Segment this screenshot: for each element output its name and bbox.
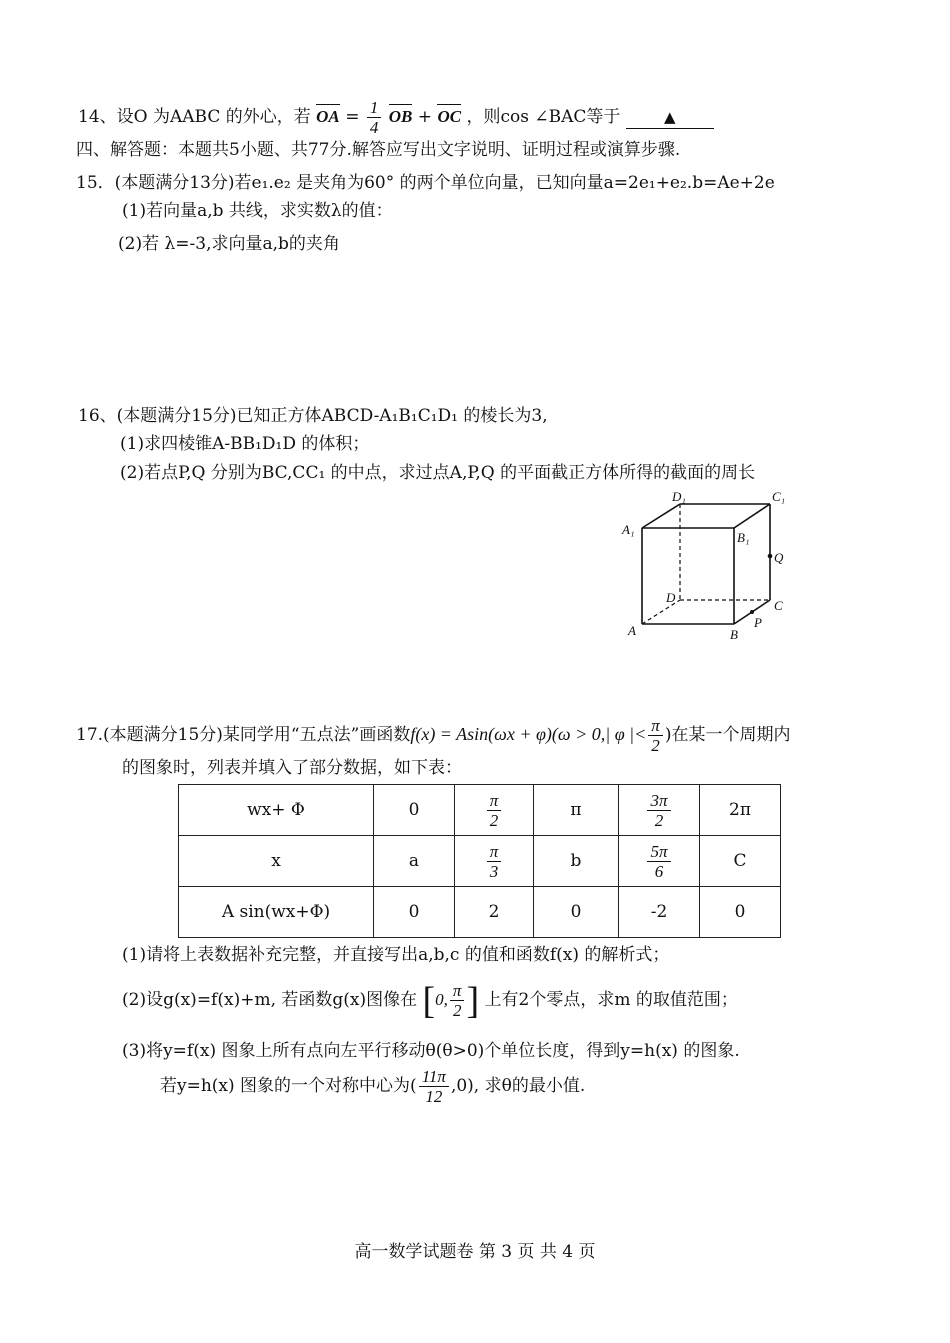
table-cell: 0 xyxy=(374,887,455,938)
vector-oa: OA xyxy=(316,107,340,126)
function-expression: f(x) = Asin(ωx + φ)(ω > 0,| φ |< xyxy=(410,724,647,744)
label-d: D xyxy=(666,590,676,605)
fraction-numerator: π xyxy=(648,716,663,736)
table-cell: a xyxy=(374,836,455,887)
fraction-11pi-over-12: $\frac{11\pi}{12}$ xyxy=(419,1067,449,1106)
q17-part2: (2)设g(x)=f(x)+m, 若函数g(x)图像在 [0, $\frac{\pi}{2}$ ] 上有2个零点，求m 的取值范围； xyxy=(122,979,738,1022)
q16-part2: (2)若点P,Q 分别为BC,CC₁ 的中点，求过点A,P,Q 的平面截正方体所得的截面的周长 xyxy=(120,463,756,483)
q17-part2-text: (2)设g(x)=f(x)+m, 若函数g(x)图像在 xyxy=(122,990,418,1010)
table-cell xyxy=(619,785,700,836)
table-cell: x xyxy=(179,836,374,887)
q17-header-end: )在某一个周期内 xyxy=(664,725,791,745)
table-cell: A sin(wx+Φ) xyxy=(179,887,374,938)
cube-figure xyxy=(620,490,790,642)
table-cell: 2 xyxy=(455,887,534,938)
page-footer: 高一数学试题卷 第 3 页 共 4 页 xyxy=(354,1242,596,1262)
table-cell xyxy=(619,836,700,887)
table-cell: 0 xyxy=(374,785,455,836)
table-cell: π xyxy=(534,785,619,836)
q17-header-text: 17.(本题满分15分)某同学用“五点法”画函数 xyxy=(76,725,411,745)
q17-line2: 的图象时，列表并填入了部分数据，如下表： xyxy=(122,758,462,778)
table-cell xyxy=(455,836,534,887)
table-cell: wx+ Φ xyxy=(179,785,374,836)
q16-header: 16、(本题满分15分)已知正方体ABCD-A₁B₁C₁D₁ 的棱长为3, xyxy=(78,406,548,426)
table-cell: 0 xyxy=(700,887,781,938)
fraction-pi-over-2 xyxy=(648,716,663,755)
q15-part2: (2)若 λ=-3,求向量a,b的夹角 xyxy=(118,234,340,254)
fraction-pi-over-2: $\frac{\pi}{2}$ xyxy=(450,981,465,1020)
point-p xyxy=(750,610,754,614)
fraction: $\frac{3\pi}{2}$ xyxy=(647,791,670,830)
answer-blank xyxy=(626,106,714,129)
q17-header xyxy=(76,716,790,755)
q14-prefix: 14、设O 为AABC 的外心，若 xyxy=(78,107,311,127)
fraction-numerator: 1 xyxy=(367,98,382,118)
table-cell: -2 xyxy=(619,887,700,938)
fraction-denominator: 2 xyxy=(651,736,660,755)
fraction: $\frac{5\pi}{6}$ xyxy=(647,842,670,881)
section-heading: 四、解答题：本题共5小题、共77分.解答应写出文字说明、证明过程或演算步骤. xyxy=(76,140,681,160)
table-cell: 2π xyxy=(700,785,781,836)
interval-left: 0, xyxy=(435,990,448,1009)
q17-part1: (1)请将上表数据补充完整，并直接写出a,b,c 的值和函数f(x) 的解析式； xyxy=(122,945,670,965)
q17-part3-text: 若y=h(x) 图象的一个对称中心为( xyxy=(160,1076,417,1096)
label-c1: C₁ xyxy=(772,490,786,504)
q17-part3-line2 xyxy=(160,1064,585,1108)
q15-part1: (1)若向量a,b 共线，求实数λ的值： xyxy=(122,201,393,221)
fraction: $\frac{\pi}{2}$ xyxy=(487,791,502,830)
label-p: P xyxy=(754,615,762,630)
q16-part1: (1)求四棱锥A-BB₁D₁D 的体积； xyxy=(120,434,370,454)
table-row xyxy=(179,887,781,938)
label-a1: A₁ xyxy=(622,522,635,537)
label-d1: D₁ xyxy=(672,490,686,504)
vector-oc: OC xyxy=(437,107,462,126)
table-cell xyxy=(455,785,534,836)
q17-part2-end: 上有2个零点，求m 的取值范围； xyxy=(484,990,738,1010)
label-c: C xyxy=(774,598,783,613)
label-b1: B₁ xyxy=(737,530,750,545)
q17-part3-end: ,0), 求θ的最小值. xyxy=(450,1076,586,1096)
q17-part3: (3)将y=f(x) 图象上所有点向左平行移动θ(θ>0)个单位长度，得到y=h(x) 的图象. xyxy=(122,1041,740,1061)
table-cell: C xyxy=(700,836,781,887)
label-b: B xyxy=(730,627,738,642)
table-cell: b xyxy=(534,836,619,887)
label-q: Q xyxy=(774,550,784,565)
question-14 xyxy=(78,98,714,137)
point-q xyxy=(768,554,773,559)
vector-ob: OB xyxy=(388,107,413,126)
table-row xyxy=(179,785,781,836)
fraction-denominator: 4 xyxy=(369,118,379,137)
table-row xyxy=(179,836,781,887)
label-a: A xyxy=(628,623,636,638)
fraction-quarter xyxy=(367,98,382,137)
equals-sign: = xyxy=(345,107,360,127)
table-cell: 0 xyxy=(534,887,619,938)
q15-header: 15．(本题满分13分)若e₁.e₂ 是夹角为60° 的两个单位向量，已知向量a=2e₁+e₂.b=Ae+2e xyxy=(76,173,775,193)
triangle-icon: ▲ xyxy=(664,108,676,126)
plus-sign: + xyxy=(417,107,433,127)
q14-suffix: ，则cos ∠BAC等于 xyxy=(466,107,621,127)
fraction: $\frac{\pi}{3}$ xyxy=(487,842,502,881)
five-point-table xyxy=(178,784,781,938)
